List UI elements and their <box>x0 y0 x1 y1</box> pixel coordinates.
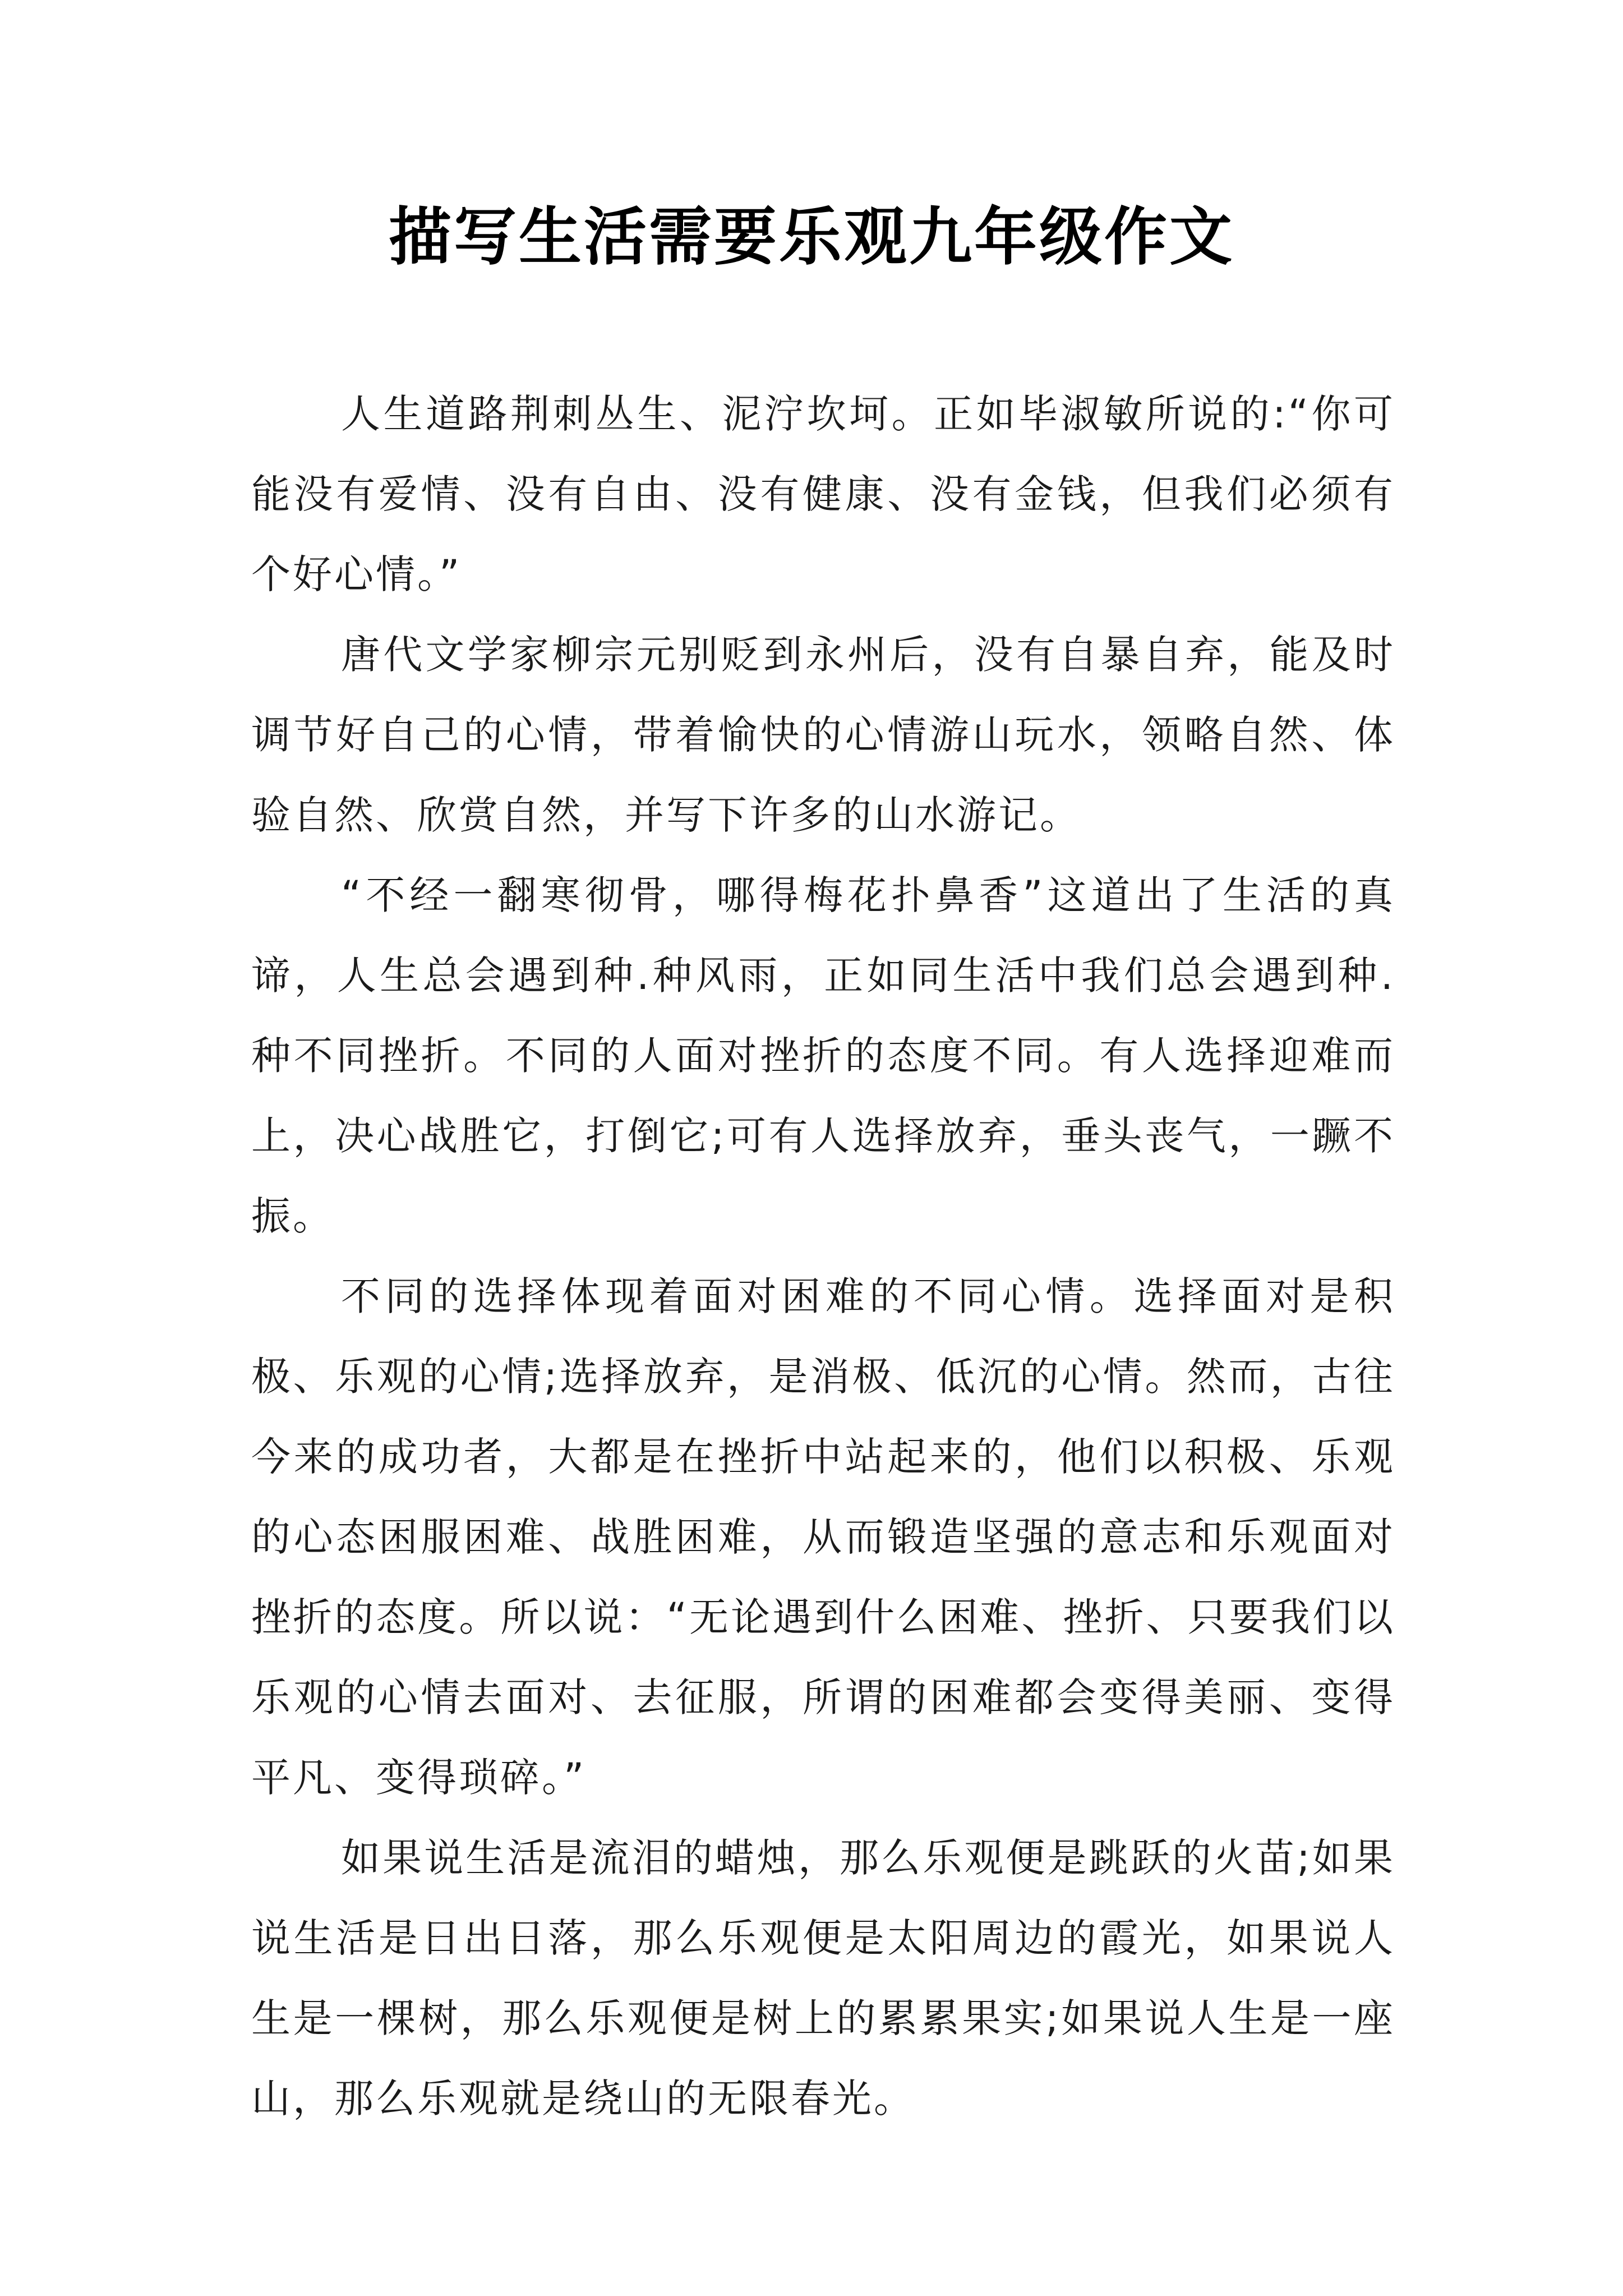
document-title: 描写生活需要乐观九年级作文 <box>389 200 1234 274</box>
paragraph: 如果说生活是流泪的蜡烛，那么乐观便是跳跃的火苗;如果说生活是日出日落，那么乐观便是太阳周边的霞光，如果说人生是一棵树，那么乐观便是树上的累累果实;如果说人生是一座山，那么乐观就是绕山的无限春光。 <box>251 1835 1395 2122</box>
document-body <box>251 374 1395 2139</box>
paragraph: “不经一翻寒彻骨，哪得梅花扑鼻香”这道出了生活的真谛，人生总会遇到种.种风雨，正如同生活中我们总会遇到种.种不同挫折。不同的人面对挫折的态度不同。有人选择迎难而上，决心战胜它，打倒它;可有人选择放弃，垂头丧气，一蹶不振。 <box>251 872 1395 1239</box>
paragraph: 不同的选择体现着面对困难的不同心情。选择面对是积极、乐观的心情;选择放弃，是消极、低沉的心情。然而，古往今来的成功者，大都是在挫折中站起来的，他们以积极、乐观的心态困服困难、战胜困难，从而锻造坚强的意志和乐观面对挫折的态度。所以说：“无论遇到什么困难、挫折、只要我们以乐观的心情去面对、去征服，所谓的困难都会变得美丽、变得平凡、变得琐碎。” <box>251 1273 1395 1801</box>
paragraph: 唐代文学家柳宗元别贬到永州后，没有自暴自弃，能及时调节好自己的心情，带着愉快的心情游山玩水，领略自然、体验自然、欣赏自然，并写下许多的山水游记。 <box>251 632 1395 838</box>
paragraph: 人生道路荆刺丛生、泥泞坎坷。正如毕淑敏所说的:“你可能没有爱情、没有自由、没有健康、没有金钱，但我们必须有个好心情。” <box>251 391 1395 597</box>
